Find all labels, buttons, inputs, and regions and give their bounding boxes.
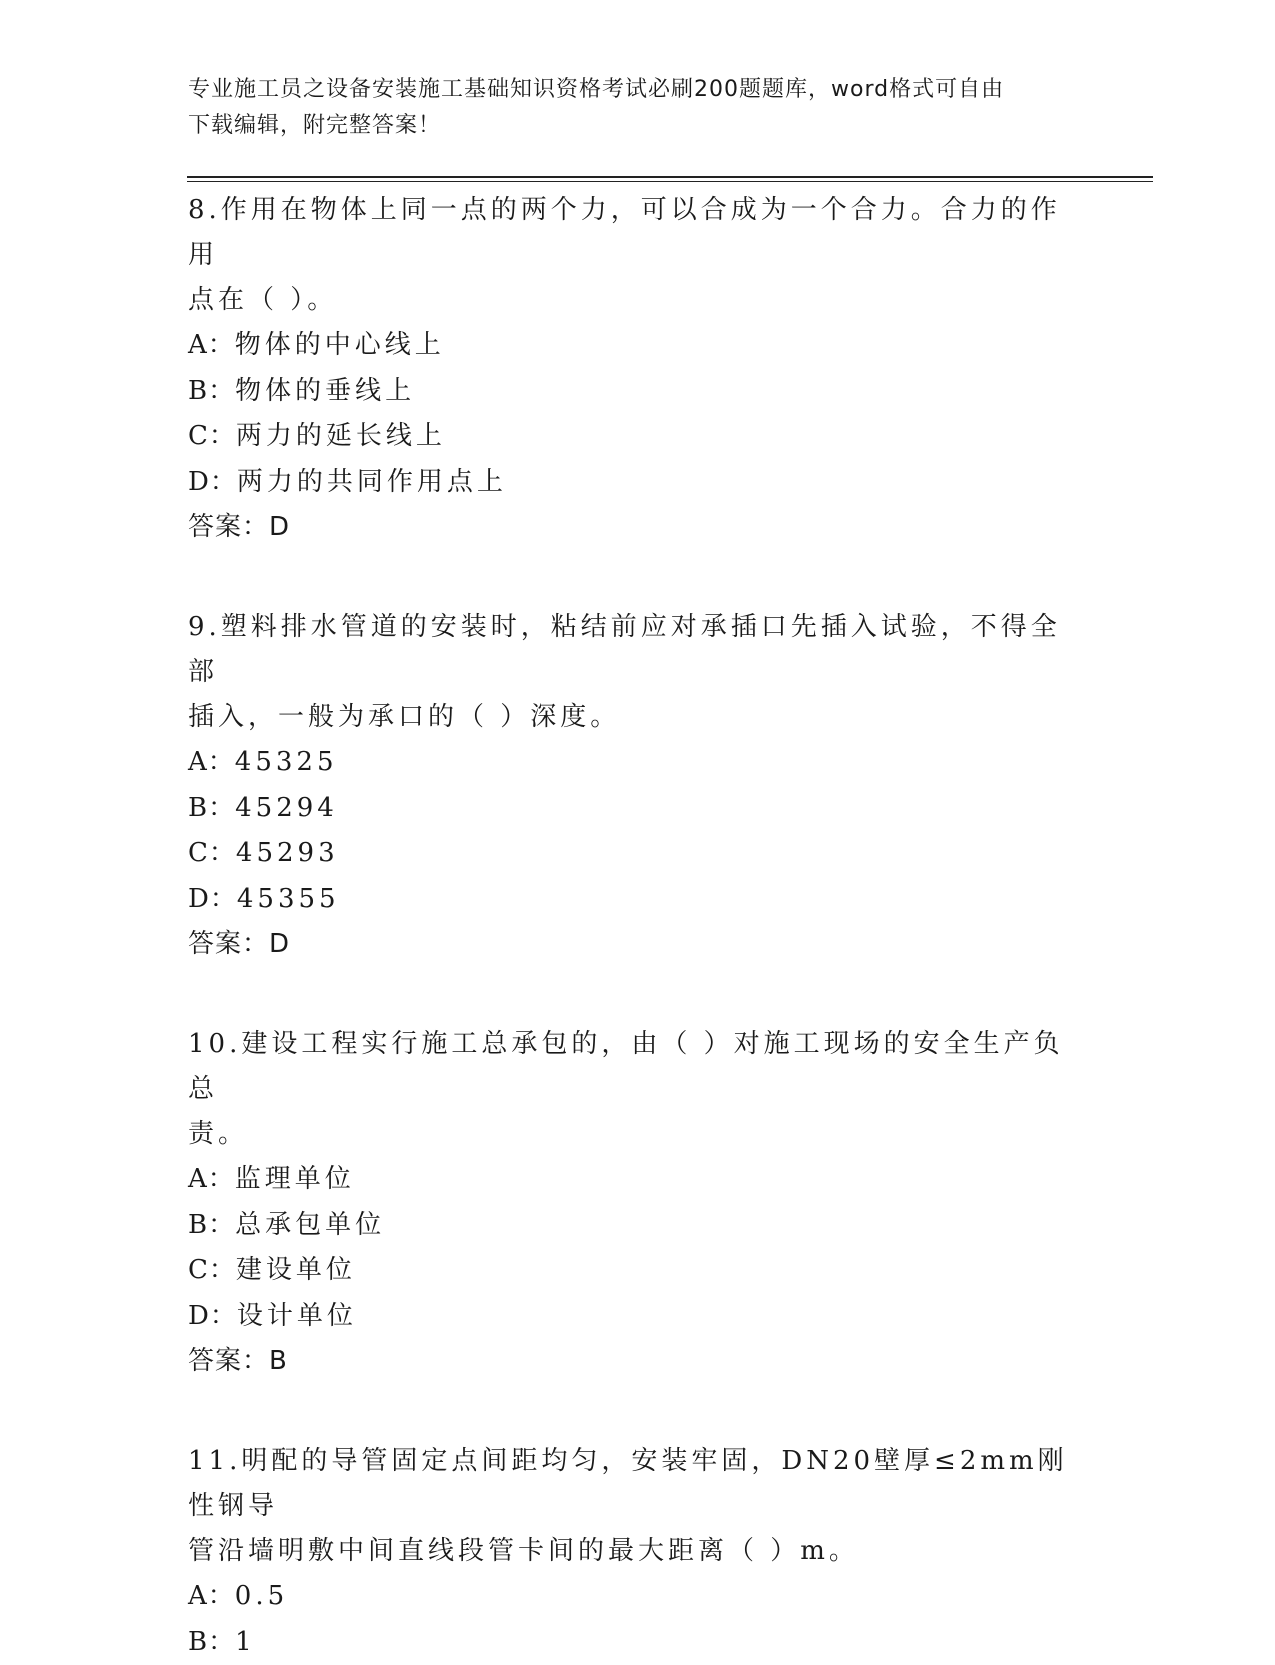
option-d — [188, 877, 1088, 923]
option-b — [188, 1203, 1088, 1249]
option-text: 两力的共同作用点上 — [237, 467, 507, 497]
option-text: 两力的延长线上 — [236, 421, 446, 451]
header-line-2: 下载编辑，附完整答案！ — [188, 108, 1088, 144]
option-text: 物体的中心线上 — [235, 330, 445, 360]
document-header — [188, 72, 1088, 144]
option-a — [188, 323, 1088, 369]
option-text: 45355 — [237, 884, 340, 914]
option-letter: D： — [188, 884, 237, 914]
option-c — [188, 831, 1088, 877]
option-text: 45293 — [236, 838, 339, 868]
option-letter: B： — [188, 793, 235, 823]
question-10 — [188, 1022, 1088, 1384]
option-text: 45325 — [235, 747, 338, 777]
answer-line: 答案：D — [188, 922, 1088, 967]
answer-line: 答案：D — [188, 505, 1088, 550]
question-stem-line-2: 责。 — [188, 1112, 1088, 1157]
answer-line: 答案：B — [188, 1339, 1088, 1384]
option-text: 总承包单位 — [235, 1210, 385, 1240]
option-letter: B： — [188, 1210, 235, 1240]
option-letter: C： — [188, 1255, 236, 1285]
question-8 — [188, 188, 1088, 550]
option-d — [188, 460, 1088, 506]
option-d — [188, 1294, 1088, 1340]
question-stem-line-1: 10.建设工程实行施工总承包的，由（ ）对施工现场的安全生产负总 — [188, 1022, 1088, 1112]
option-letter: A： — [188, 330, 235, 360]
option-letter: B： — [188, 1627, 235, 1657]
header-divider-thin — [187, 181, 1153, 182]
option-b — [188, 1620, 1088, 1665]
option-letter: D： — [188, 1301, 237, 1331]
question-stem-line-2: 插入，一般为承口的（ ）深度。 — [188, 695, 1088, 740]
question-stem-line-1: 11.明配的导管固定点间距均匀，安装牢固，DN20壁厚≤2mm刚性钢导 — [188, 1439, 1088, 1529]
option-text: 设计单位 — [237, 1301, 357, 1331]
option-text: 45294 — [235, 793, 338, 823]
option-text: 物体的垂线上 — [235, 376, 415, 406]
option-letter: A： — [188, 1164, 235, 1194]
option-b — [188, 786, 1088, 832]
option-letter: C： — [188, 838, 236, 868]
option-a — [188, 740, 1088, 786]
option-a — [188, 1574, 1088, 1620]
question-stem-line-1: 8.作用在物体上同一点的两个力，可以合成为一个合力。合力的作用 — [188, 188, 1088, 278]
question-stem-line-1: 9.塑料排水管道的安装时，粘结前应对承插口先插入试验，不得全部 — [188, 605, 1088, 695]
question-11 — [188, 1439, 1088, 1665]
option-letter: A： — [188, 1581, 235, 1611]
header-line-1: 专业施工员之设备安装施工基础知识资格考试必刷200题题库，word格式可自由 — [188, 72, 1088, 108]
option-text: 0.5 — [235, 1581, 288, 1611]
question-9 — [188, 605, 1088, 967]
option-letter: A： — [188, 747, 235, 777]
option-letter: D： — [188, 467, 237, 497]
option-text: 1 — [235, 1627, 256, 1657]
question-stem-line-2: 点在（ ）。 — [188, 278, 1088, 323]
option-c — [188, 414, 1088, 460]
option-text: 监理单位 — [235, 1164, 355, 1194]
option-a — [188, 1157, 1088, 1203]
question-stem-line-2: 管沿墙明敷中间直线段管卡间的最大距离（ ）m。 — [188, 1529, 1088, 1574]
option-text: 建设单位 — [236, 1255, 356, 1285]
option-b — [188, 369, 1088, 415]
option-c — [188, 1248, 1088, 1294]
option-letter: B： — [188, 376, 235, 406]
option-letter: C： — [188, 421, 236, 451]
header-divider-thick — [187, 176, 1153, 178]
question-list — [188, 188, 1088, 1665]
